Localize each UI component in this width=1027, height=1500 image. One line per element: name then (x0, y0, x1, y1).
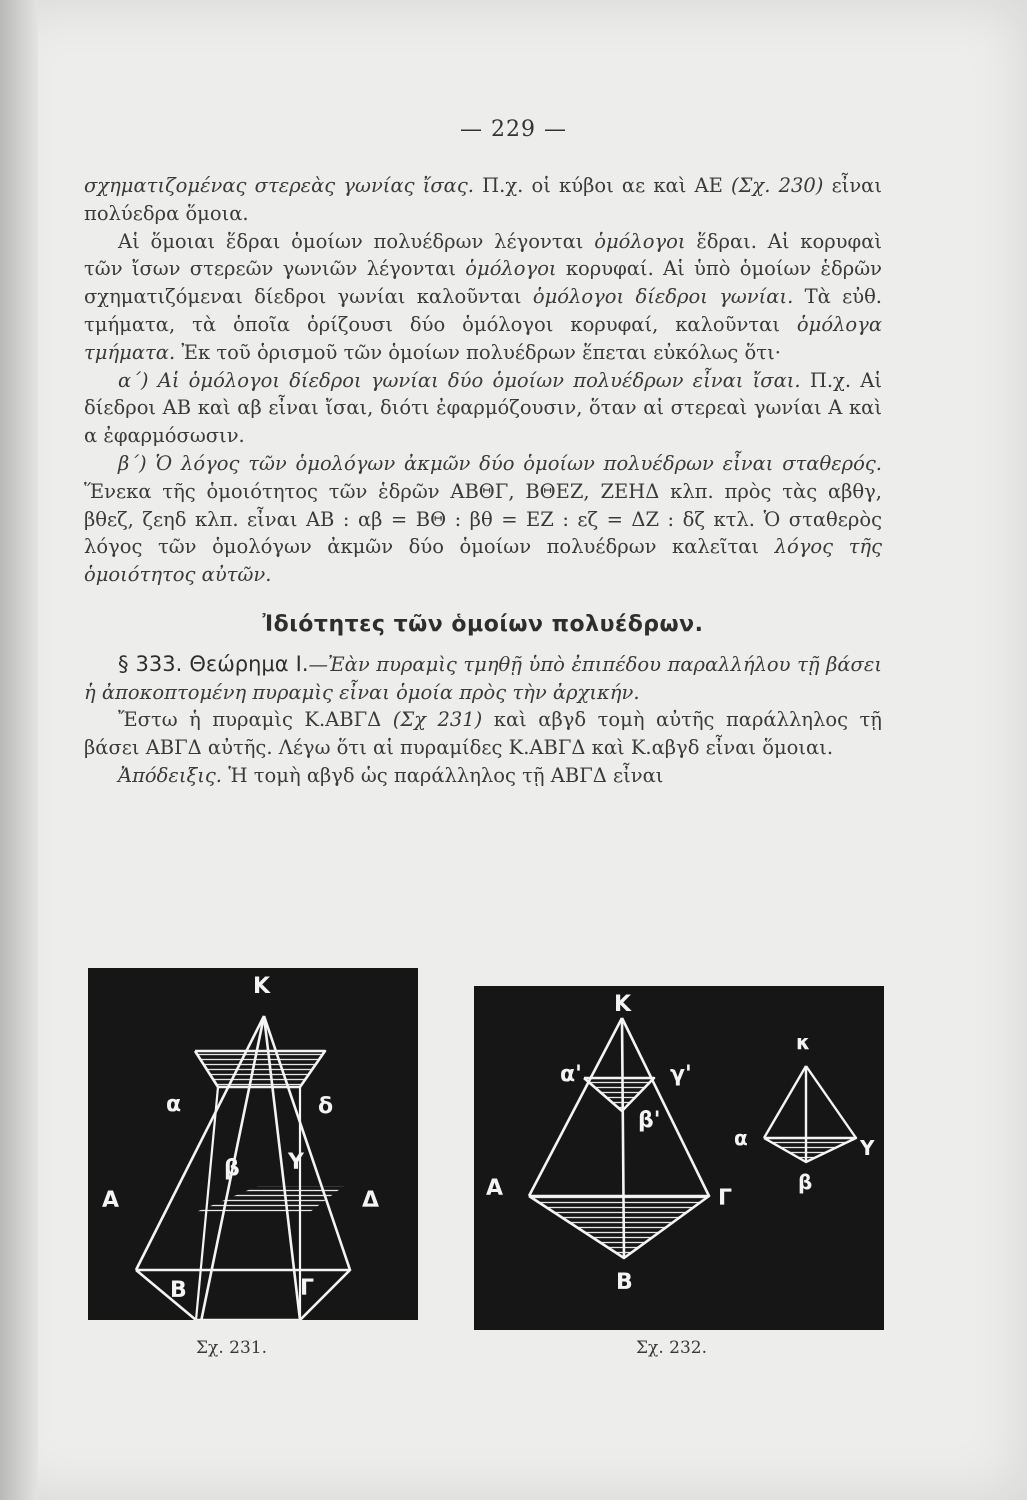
label-A: Α (102, 1188, 120, 1213)
label-kappa: κ (796, 1030, 811, 1054)
label-alpha: α (166, 1092, 182, 1117)
label-G: Γ (300, 1276, 315, 1301)
figure-232-labels (474, 986, 884, 1330)
label-B: Β (616, 1270, 633, 1295)
label-K: K (614, 992, 632, 1017)
theorem-333: § 333. Θεώρημα Ι.—Ἐὰν πυραμὶς τμηθῇ ὑπὸ ἐπιπέδου παραλλήλου τῇ βάσει ἡ ἀποκοπτομένη πυραμὶς εἶναι ὁμοία πρὸς τὴν ἀρχικήν. (84, 651, 882, 704)
label-delta: δ (318, 1094, 334, 1119)
paragraph-property-b: β΄) Ὁ λόγος τῶν ὁμολόγων ἀκμῶν δύο ὁμοίων πολυέδρων εἶναι σταθερός. Ἕνεκα τῆς ὁμοιότητος τῶν ἑδρῶν ΑΒΘΓ, ΒΘΕΖ, ΖΕΗΔ κλπ. πρὸς τὰς αβθγ, βθεζ, ζεηδ κλπ. εἶναι ΑΒ : αβ = ΒΘ : βθ = ΕΖ : εζ = ΔΖ : δζ κτλ. Ὁ σταθερὸς λόγος τῶν ὁμολόγων ἀκμῶν δύο ὁμοίων πολυέδρων καλεῖται λόγος τῆς ὁμοιότητος αὐτῶν. (84, 451, 882, 587)
figure-232-caption: Σχ. 232. (636, 1338, 707, 1358)
page-spine-shadow (0, 0, 38, 1500)
section-title: Ἰδιότητες τῶν ὁμοίων πολυέδρων. (262, 611, 704, 637)
label-B: Β (170, 1278, 187, 1303)
figure-231-labels (88, 968, 418, 1320)
label-D: Δ (362, 1188, 380, 1213)
label-alpha-prime: α' (560, 1062, 582, 1087)
label-beta: β (798, 1170, 813, 1194)
page-body-text (84, 172, 882, 790)
label-alpha: α (734, 1126, 748, 1150)
page-number: — 229 — (460, 117, 567, 142)
paragraph-property-a: α΄) Αἱ ὁμόλογοι δίεδροι γωνίαι δύο ὁμοίων πολυέδρων εἶναι ἴσαι. Π.χ. Αἱ δίεδροι ΑΒ καὶ αβ εἶναι ἴσαι, διότι ἐφαρμόζουσιν, ὅταν αἱ στερεαὶ γωνίαι Α καὶ α ἐφαρμόσωσιν. (84, 368, 883, 448)
paragraph-2: Αἱ ὅμοιαι ἕδραι ὁμοίων πολυέδρων λέγονται ὁμόλογοι ἕδραι. Αἱ κορυφαὶ τῶν ἴσων στερεῶν γωνιῶν λέγονται ὁμόλογοι κορυφαί. Αἱ ὑπὸ ὁμοίων ἑδρῶν σχηματιζόμεναι δίεδροι γωνίαι καλοῦνται ὁμόλογοι δίεδροι γωνίαι. Τὰ εὐθ. τμήματα, τὰ ὁποῖα ὁρίζουσι δύο ὁμόλογοι κορυφαί, καλοῦνται ὁμόλογα τμήματα. Ἐκ τοῦ ὁρισμοῦ τῶν ὁμοίων πολυέδρων ἕπεται εὐκόλως ὅτι· (84, 229, 883, 364)
label-G: Γ (718, 1186, 733, 1211)
paragraph-proof-setup: Ἔστω ἡ πυραμὶς Κ.ΑΒΓΔ (Σχ 231) καὶ αβγδ τομὴ αὐτῆς παράλληλος τῇ βάσει ΑΒΓΔ αὐτῆς. Λέγω ὅτι αἱ πυραμίδες Κ.ΑΒΓΔ καὶ Κ.αβγδ εἶναι ὅμοιαι. (84, 708, 882, 760)
paragraph-proof: Ἀπόδειξις. Ἡ τομὴ αβγδ ὡς παράλληλος τῇ ΑΒΓΔ εἶναι (118, 763, 664, 787)
label-K: K (253, 974, 271, 999)
paragraph-1: σχηματιζομένας στερεὰς γωνίας ἴσας. Π.χ. οἱ κύβοι αε καὶ ΑΕ (Σχ. 230) εἶναι πολύεδρα ὅμοια. (84, 174, 882, 225)
label-beta: β (224, 1156, 240, 1181)
label-gamma: Υ (288, 1150, 304, 1175)
label-A: Α (486, 1176, 504, 1201)
figure-231-caption: Σχ. 231. (196, 1338, 267, 1358)
label-gamma: Υ (860, 1136, 875, 1160)
label-beta-prime: β' (638, 1108, 661, 1133)
label-gamma-prime: γ' (670, 1062, 692, 1087)
